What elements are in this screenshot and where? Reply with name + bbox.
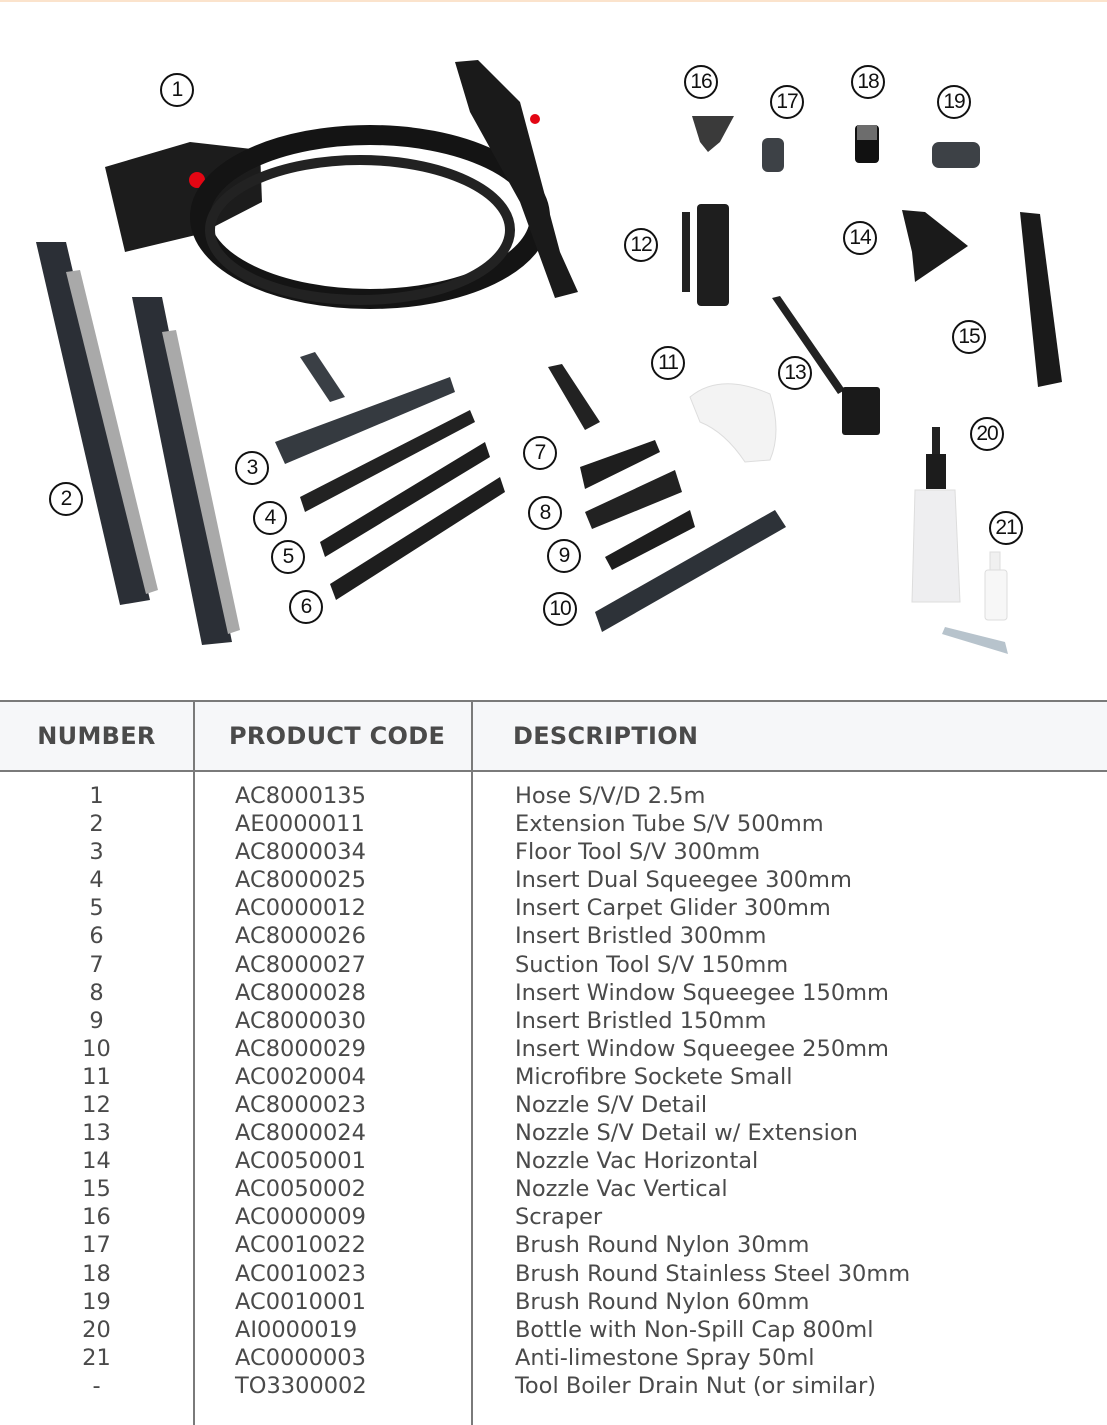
row-description: Brush Round Nylon 30mm bbox=[472, 1231, 1107, 1259]
row-description: Extension Tube S/V 500mm bbox=[472, 810, 1107, 838]
callout-17: 17 bbox=[770, 85, 804, 119]
row-description: Tool Boiler Drain Nut (or similar) bbox=[472, 1372, 1107, 1400]
callout-1: 1 bbox=[160, 73, 194, 107]
table-row bbox=[0, 1260, 1107, 1288]
nozzle-vertical-image bbox=[1020, 212, 1062, 387]
row-number: 10 bbox=[82, 1035, 111, 1062]
table-row bbox=[0, 1175, 1107, 1203]
header-description: DESCRIPTION bbox=[472, 701, 1107, 771]
table-header-row bbox=[0, 701, 1107, 771]
callout-4: 4 bbox=[253, 501, 287, 535]
row-description: Insert Bristled 150mm bbox=[472, 1007, 1107, 1035]
table-row bbox=[0, 1035, 1107, 1063]
row-number: 15 bbox=[82, 1176, 111, 1203]
row-description: Hose S/V/D 2.5m bbox=[472, 771, 1107, 810]
row-number: 2 bbox=[89, 811, 104, 838]
callout-9: 9 bbox=[547, 539, 581, 573]
row-number: 18 bbox=[82, 1260, 111, 1287]
table-row bbox=[0, 1007, 1107, 1035]
table-row bbox=[0, 1288, 1107, 1316]
row-product-code: AC8000030 bbox=[194, 1007, 472, 1035]
row-description: Bottle with Non-Spill Cap 800ml bbox=[472, 1316, 1107, 1344]
row-product-code: AC8000029 bbox=[194, 1035, 472, 1063]
row-description: Insert Bristled 300mm bbox=[472, 922, 1107, 950]
row-number: 5 bbox=[89, 895, 104, 922]
row-number: 17 bbox=[82, 1232, 111, 1259]
row-number: 9 bbox=[89, 1007, 104, 1034]
row-number: - bbox=[92, 1372, 101, 1399]
bottle-image bbox=[912, 427, 960, 602]
callout-3: 3 bbox=[235, 451, 269, 485]
row-description: Scraper bbox=[472, 1203, 1107, 1231]
table-row bbox=[0, 979, 1107, 1007]
row-description: Brush Round Stainless Steel 30mm bbox=[472, 1260, 1107, 1288]
callout-19: 19 bbox=[937, 85, 971, 119]
callout-11: 11 bbox=[651, 346, 685, 380]
callout-21: 21 bbox=[989, 511, 1023, 545]
row-description: Nozzle Vac Vertical bbox=[472, 1175, 1107, 1203]
row-description: Insert Window Squeegee 250mm bbox=[472, 1035, 1107, 1063]
callout-16: 16 bbox=[684, 65, 718, 99]
callout-12: 12 bbox=[624, 228, 658, 262]
row-product-code: AC0000003 bbox=[194, 1344, 472, 1372]
row-description: Nozzle S/V Detail w/ Extension bbox=[472, 1119, 1107, 1147]
row-product-code: AC0050001 bbox=[194, 1147, 472, 1175]
callout-13: 13 bbox=[778, 356, 812, 390]
extension-tubes-image bbox=[36, 242, 240, 645]
row-number: 8 bbox=[89, 979, 104, 1006]
row-product-code: AC8000034 bbox=[194, 838, 472, 866]
row-description: Anti-limestone Spray 50ml bbox=[472, 1344, 1107, 1372]
row-number: 13 bbox=[82, 1120, 111, 1147]
table-row bbox=[0, 1091, 1107, 1119]
table-row bbox=[0, 771, 1107, 810]
row-product-code: TO3300002 bbox=[194, 1372, 472, 1400]
row-number: 6 bbox=[89, 923, 104, 950]
callout-7: 7 bbox=[523, 436, 557, 470]
table-padding-row bbox=[0, 1400, 1107, 1425]
callout-5: 5 bbox=[271, 540, 305, 574]
row-product-code: AC0000009 bbox=[194, 1203, 472, 1231]
small-brushes-image bbox=[692, 116, 980, 172]
row-product-code: AC0010023 bbox=[194, 1260, 472, 1288]
table-body bbox=[0, 771, 1107, 1425]
callout-14: 14 bbox=[843, 221, 877, 255]
table-row bbox=[0, 1372, 1107, 1400]
row-product-code: AC0020004 bbox=[194, 1063, 472, 1091]
row-product-code: AI0000019 bbox=[194, 1316, 472, 1344]
nozzle-detail-image bbox=[682, 204, 729, 306]
row-number: 19 bbox=[82, 1288, 111, 1315]
floor-tool-image bbox=[275, 352, 505, 600]
row-number: 1 bbox=[89, 783, 104, 809]
row-description: Insert Window Squeegee 150mm bbox=[472, 979, 1107, 1007]
table-row bbox=[0, 866, 1107, 894]
row-product-code: AC8000135 bbox=[194, 771, 472, 810]
table-row bbox=[0, 838, 1107, 866]
row-product-code: AC8000025 bbox=[194, 866, 472, 894]
callout-15: 15 bbox=[952, 320, 986, 354]
table-row bbox=[0, 894, 1107, 922]
row-description: Brush Round Nylon 60mm bbox=[472, 1288, 1107, 1316]
row-description: Nozzle S/V Detail bbox=[472, 1091, 1107, 1119]
table-row bbox=[0, 922, 1107, 950]
row-product-code: AC8000024 bbox=[194, 1119, 472, 1147]
row-product-code: AC0050002 bbox=[194, 1175, 472, 1203]
row-product-code: AC8000023 bbox=[194, 1091, 472, 1119]
row-number: 3 bbox=[89, 839, 104, 866]
row-number: 12 bbox=[82, 1091, 111, 1118]
row-description: Floor Tool S/V 300mm bbox=[472, 838, 1107, 866]
table-row bbox=[0, 1203, 1107, 1231]
callout-18: 18 bbox=[851, 65, 885, 99]
row-product-code: AC0010022 bbox=[194, 1231, 472, 1259]
row-number: 4 bbox=[89, 867, 104, 894]
callout-8: 8 bbox=[528, 496, 562, 530]
row-product-code: AC8000028 bbox=[194, 979, 472, 1007]
row-description: Insert Carpet Glider 300mm bbox=[472, 894, 1107, 922]
row-number: 21 bbox=[82, 1344, 111, 1371]
row-product-code: AC0010001 bbox=[194, 1288, 472, 1316]
table-row bbox=[0, 1316, 1107, 1344]
row-description: Suction Tool S/V 150mm bbox=[472, 950, 1107, 978]
table-row bbox=[0, 810, 1107, 838]
microfibre-image bbox=[690, 384, 776, 462]
table-row bbox=[0, 1063, 1107, 1091]
table-row bbox=[0, 1231, 1107, 1259]
row-product-code: AC8000026 bbox=[194, 922, 472, 950]
table-row bbox=[0, 1344, 1107, 1372]
parts-table bbox=[0, 700, 1107, 1425]
table-row bbox=[0, 1119, 1107, 1147]
row-number: 11 bbox=[82, 1063, 111, 1090]
callout-6: 6 bbox=[289, 590, 323, 624]
row-product-code: AC0000012 bbox=[194, 894, 472, 922]
row-description: Insert Dual Squeegee 300mm bbox=[472, 866, 1107, 894]
table-row bbox=[0, 950, 1107, 978]
row-description: Microfibre Sockete Small bbox=[472, 1063, 1107, 1091]
row-number: 14 bbox=[82, 1148, 111, 1175]
row-number: 20 bbox=[82, 1316, 111, 1343]
row-product-code: AC8000027 bbox=[194, 950, 472, 978]
callout-10: 10 bbox=[543, 592, 577, 626]
row-number: 7 bbox=[89, 951, 104, 978]
nozzle-horizontal-image bbox=[902, 210, 968, 282]
callout-20: 20 bbox=[970, 417, 1004, 451]
row-product-code: AE0000011 bbox=[194, 810, 472, 838]
parts-illustration bbox=[0, 2, 1107, 700]
row-description: Nozzle Vac Horizontal bbox=[472, 1147, 1107, 1175]
header-product-code: PRODUCT CODE bbox=[194, 701, 472, 771]
header-number: NUMBER bbox=[0, 701, 194, 771]
row-number: 16 bbox=[82, 1204, 111, 1231]
table-row bbox=[0, 1147, 1107, 1175]
callout-2: 2 bbox=[49, 482, 83, 516]
